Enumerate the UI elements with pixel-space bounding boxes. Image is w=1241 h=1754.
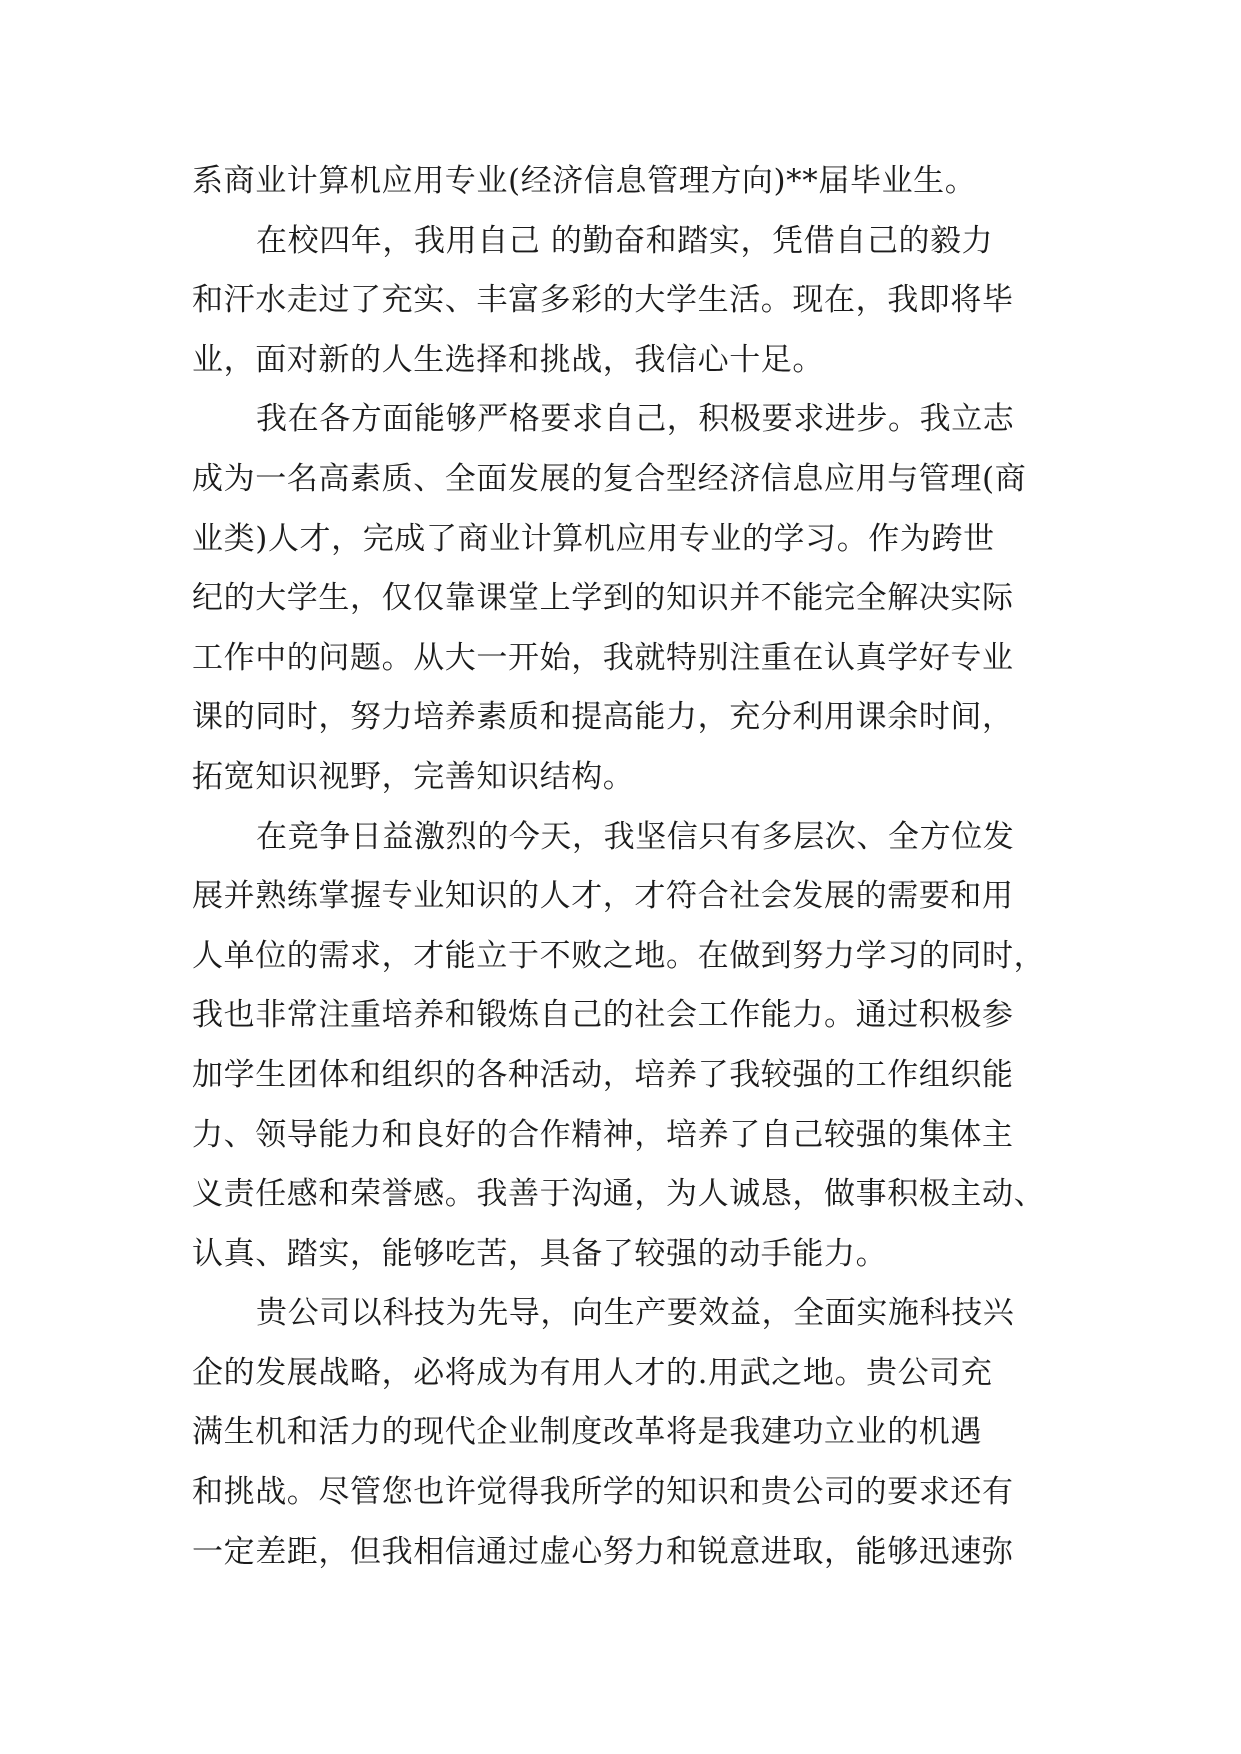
paragraph-start-line: 贵公司以科技为先导，向生产要效益，全面实施科技兴 xyxy=(256,1295,1015,1332)
text-line: 企的发展战略，必将成为有用人才的.用武之地。贵公司充 xyxy=(192,1354,993,1391)
text-line: 业，面对新的人生选择和挑战，我信心十足。 xyxy=(192,341,824,378)
text-line: 系商业计算机应用专业(经济信息管理方向)**届毕业生。 xyxy=(192,163,977,199)
text-line: 和汗水走过了充实、丰富多彩的大学生活。现在，我即将毕 xyxy=(192,282,1014,319)
text-line: 力、领导能力和良好的合作精神，培养了自己较强的集体主 xyxy=(192,1116,1014,1153)
text-line: 义责任感和荣誉感。我善于沟通，为人诚恳，做事积极主动、 xyxy=(192,1176,1046,1213)
paragraph-start-line: 我在各方面能够严格要求自己，积极要求进步。我立志 xyxy=(256,401,1015,438)
text-line: 展并熟练掌握专业知识的人才，才符合社会发展的需要和用 xyxy=(192,878,1014,915)
text-line: 我也非常注重培养和锻炼自己的社会工作能力。通过积极参 xyxy=(192,997,1014,1034)
text-line: 课的同时，努力培养素质和提高能力，充分利用课余时间， xyxy=(192,699,1014,736)
text-line: 加学生团体和组织的各种活动，培养了我较强的工作组织能 xyxy=(192,1056,1014,1093)
text-line: 满生机和活力的现代企业制度改革将是我建功立业的机遇 xyxy=(192,1414,982,1451)
text-line: 认真、踏实，能够吃苦，具备了较强的动手能力。 xyxy=(192,1235,888,1272)
text-line: 工作中的问题。从大一开始，我就特别注重在认真学好专业 xyxy=(192,639,1014,676)
text-line: 一定差距，但我相信通过虚心努力和锐意进取，能够迅速弥 xyxy=(192,1533,1014,1570)
text-line: 拓宽知识视野，完善知识结构。 xyxy=(192,758,635,795)
text-line: 人单位的需求，才能立于不败之地。在做到努力学习的同时， xyxy=(192,937,1046,974)
text-line: 成为一名高素质、全面发展的复合型经济信息应用与管理(商 xyxy=(192,460,1027,497)
cover-letter-body xyxy=(192,152,1050,1582)
text-line: 业类)人才，完成了商业计算机应用专业的学习。作为跨世 xyxy=(192,520,995,557)
text-line: 纪的大学生，仅仅靠课堂上学到的知识并不能完全解决实际 xyxy=(192,580,1014,617)
paragraph-start-line: 在竞争日益激烈的今天，我坚信只有多层次、全方位发 xyxy=(256,818,1015,855)
text-line: 和挑战。尽管您也许觉得我所学的知识和贵公司的要求还有 xyxy=(192,1474,1014,1511)
paragraph-start-line: 在校四年，我用自己 的勤奋和踏实，凭借自己的毅力 xyxy=(256,222,994,259)
